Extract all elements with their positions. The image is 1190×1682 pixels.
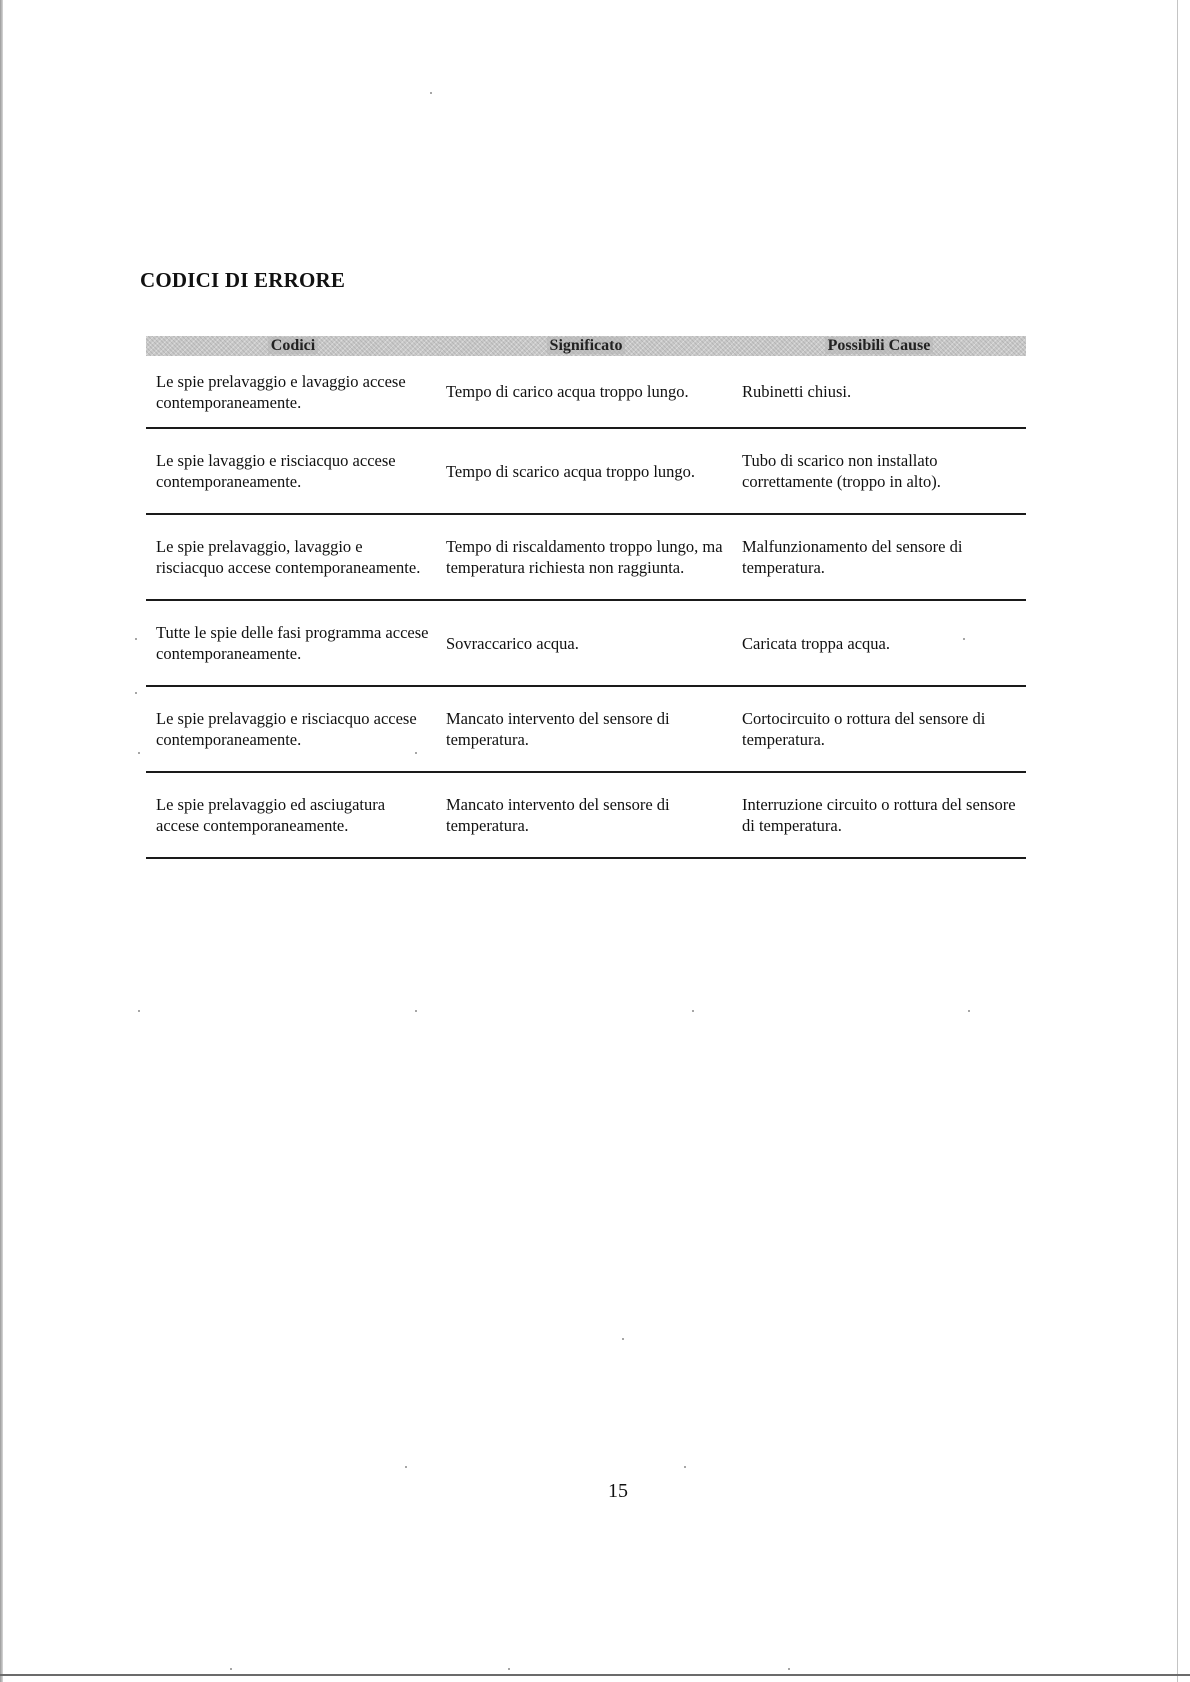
scan-speck [135,638,137,640]
table-row [146,686,1026,772]
cell-cause: Caricata troppa acqua. [732,600,1026,686]
table-row [146,356,1026,428]
scan-speck [415,1010,417,1012]
scan-speck [138,1010,140,1012]
header-cause-label: Possibili Cause [825,337,934,354]
cell-significato: Mancato intervento del sensore di temperatura. [440,686,732,772]
cell-significato: Sovraccarico acqua. [440,600,732,686]
cell-significato: Tempo di scarico acqua troppo lungo. [440,428,732,514]
scan-speck [692,1010,694,1012]
scan-speck [684,1466,686,1468]
scan-speck [405,1466,407,1468]
scan-speck [968,1010,970,1012]
scan-speck [430,92,432,94]
cell-cause: Rubinetti chiusi. [732,356,1026,428]
table-row [146,772,1026,858]
error-codes-table [146,336,1026,859]
scan-speck [508,1668,510,1670]
cell-significato: Tempo di riscaldamento troppo lungo, ma temperatura richiesta non raggiunta. [440,514,732,600]
table-row [146,600,1026,686]
page-number: 15 [608,1480,628,1502]
header-codici-label: Codici [268,337,318,354]
page-bottom-edge [0,1674,1190,1676]
page-left-edge [0,0,3,1682]
cell-codici: Le spie prelavaggio, lavaggio e risciacquo accese contemporaneamente. [146,514,440,600]
table-row [146,428,1026,514]
cell-codici: Le spie lavaggio e risciacquo accese contemporaneamente. [146,428,440,514]
header-possibili-cause [732,336,1026,356]
table-row [146,514,1026,600]
table-header-row [146,336,1026,356]
cell-significato: Tempo di carico acqua troppo lungo. [440,356,732,428]
cell-cause: Malfunzionamento del sensore di temperatura. [732,514,1026,600]
header-significato-label: Significato [547,337,626,354]
cell-codici: Le spie prelavaggio e lavaggio accese contemporaneamente. [146,356,440,428]
cell-codici: Le spie prelavaggio e risciacquo accese contemporaneamente. [146,686,440,772]
cell-codici: Tutte le spie delle fasi programma accese contemporaneamente. [146,600,440,686]
page-right-edge [1177,0,1178,1682]
cell-cause: Interruzione circuito o rottura del sensore di temperatura. [732,772,1026,858]
scan-speck [138,752,140,754]
header-codici [146,336,440,356]
header-significato [440,336,732,356]
page-title: CODICI DI ERRORE [140,268,346,292]
scan-speck [788,1668,790,1670]
cell-significato: Mancato intervento del sensore di temperatura. [440,772,732,858]
cell-cause: Tubo di scarico non installato correttamente (troppo in alto). [732,428,1026,514]
scan-speck [622,1338,624,1340]
cell-codici: Le spie prelavaggio ed asciugatura accese contemporaneamente. [146,772,440,858]
cell-cause: Cortocircuito o rottura del sensore di temperatura. [732,686,1026,772]
scan-speck [230,1668,232,1670]
scan-speck [135,692,137,694]
